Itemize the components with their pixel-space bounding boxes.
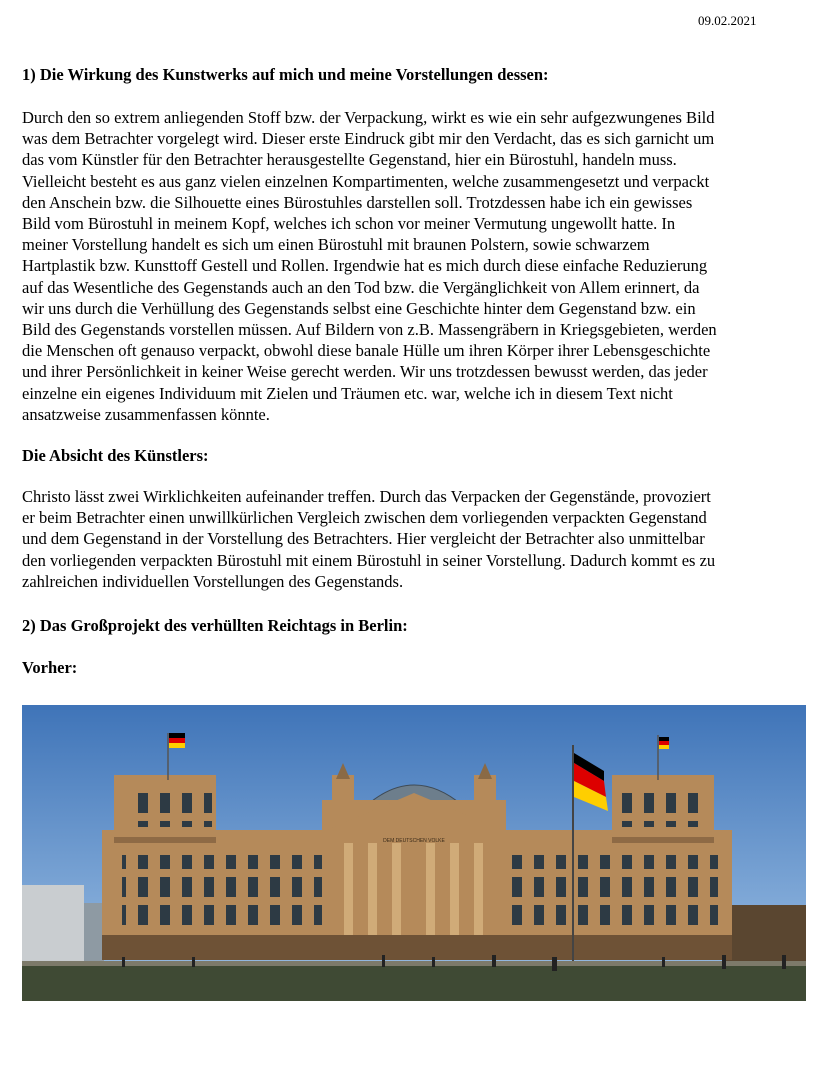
text-line: wir uns durch die Verhüllung des Gegenstands selbst eine Geschichte hinter dem Gegenstand bzw. ein xyxy=(22,298,696,318)
text-line: auf das Wesentliche des Gegenstands auch an den Tod bzw. die Vergänglichkeit von Allem erinnert, da xyxy=(22,277,700,297)
artist-intent-paragraph xyxy=(22,486,812,592)
modern-building xyxy=(22,885,84,965)
section-heading-before: Vorher: xyxy=(22,658,78,677)
text-line: was dem Betrachter vorgelegt wird. Dieser erste Eindruck gibt mir den Verdacht, das es sich garnicht um xyxy=(22,129,715,149)
text-line: einzelne ein eigenes Individuum mit Zielen und Träumen etc. war, welche ich in diesem Text nicht xyxy=(22,383,673,403)
text-line: Durch den so extrem anliegenden Stoff bzw. der Verpackung, wirkt es wie ein sehr aufgezwungenes Bild xyxy=(22,108,715,127)
lawn xyxy=(22,963,806,1001)
text-line: Christo lässt zwei Wirklichkeiten aufeinander treffen. Durch das Verpacken der Gegenstände, provoziert xyxy=(22,487,711,506)
text-line: den Anschein bzw. die Silhouette eines Bürostuhles darstellen soll. Trotzdessen habe ich ein gewisses xyxy=(22,192,693,212)
reichstag-photo xyxy=(22,705,806,1001)
impression-paragraph xyxy=(22,107,812,425)
text-line: die Menschen oft genauso verpackt, obwohl diese banale Hülle um ihren Körper ihrer Lebensgeschichte xyxy=(22,341,711,361)
text-line: das vom Künstler für den Betrachter herausgestellte Gegenstand, hier ein Bürostuhl, handeln muss. xyxy=(22,150,677,170)
inscription: DEM DEUTSCHEN VOLKE xyxy=(383,838,445,844)
date: 09.02.2021 xyxy=(698,13,757,28)
text-line: und dem Gegenstand in der Vorstellung des Betrachters. Hier vergleicht der Betrachter also unmittelbar xyxy=(22,529,705,549)
text-line: er beim Betrachter einen unwillkürlichen Vergleich zwischen dem vorliegenden verpackten Gegenstand xyxy=(22,508,707,528)
trees xyxy=(722,905,806,965)
reichstag-illustration xyxy=(22,705,806,1001)
text-line: Hartplastik bzw. Kunsttoff Gestell und Rollen. Irgendwie hat es mich durch diese einfache Reduzierung xyxy=(22,256,708,276)
text-line: zahlreichen individuellen Vorstellungen des Gegenstands. xyxy=(22,571,404,591)
flag-left xyxy=(169,733,185,748)
text-line: meiner Vorstellung handelt es sich um einen Bürostuhl mit braunen Polstern, sowie schwarzem xyxy=(22,235,650,255)
section-heading-artist-intent: Die Absicht des Künstlers: xyxy=(22,446,209,465)
section-heading-impression: 1) Die Wirkung des Kunstwerks auf mich und meine Vorstellungen dessen: xyxy=(22,65,549,84)
text-line: ansatzweise zusammenfassen könnte. xyxy=(22,404,270,424)
flag-right xyxy=(659,737,669,749)
text-line: und ihrer Persönlichkeit in keiner Weise gerecht werden. Wir uns trotzdessen bewusst werden, das jeder xyxy=(22,362,708,382)
text-line: Vielleicht besteht es aus ganz vielen einzelnen Kompartimenten, welche zusammengesetzt und verpackt xyxy=(22,171,710,191)
text-line: Bild des Gegenstands vorstellen müssen. Auf Bildern von z.B. Massengräbern in Kriegsgebieten, werden xyxy=(22,320,717,340)
text-line: den vorliegenden verpackten Bürostuhl mit einem Bürostuhl in seiner Vorstellung. Dadurch kommt es zu xyxy=(22,550,716,570)
section-heading-reichstag: 2) Das Großprojekt des verhüllten Reichtags in Berlin: xyxy=(22,616,408,635)
text-line: Bild vom Bürostuhl in meinem Kopf, welches ich schon vor meiner Vermutung ungewollt hatte. In xyxy=(22,214,676,234)
